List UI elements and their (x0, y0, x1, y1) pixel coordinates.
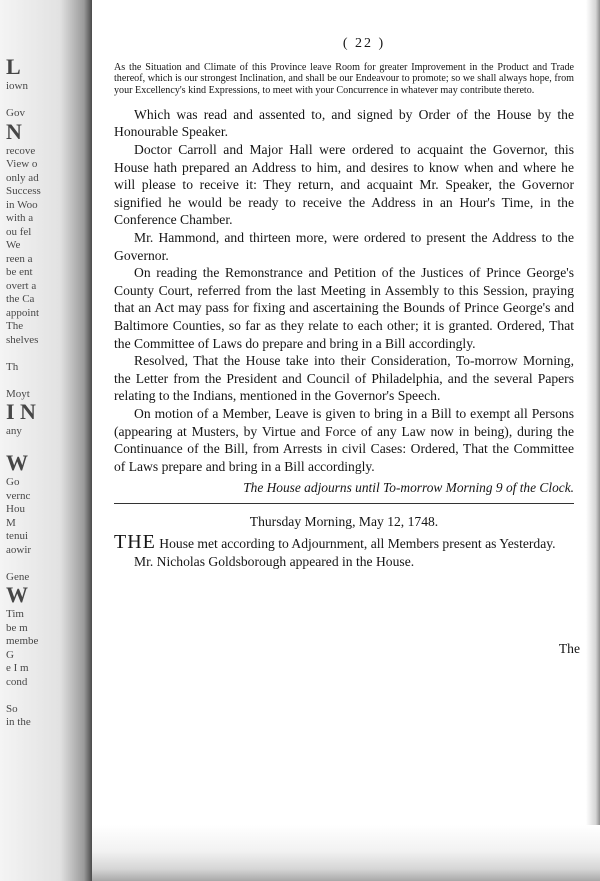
bleed-line: N (6, 120, 22, 143)
bleed-line: Gov (6, 107, 25, 119)
bleed-line: be m (6, 621, 28, 634)
bleed-line: L (6, 56, 21, 78)
bleed-line: appoint (6, 306, 39, 319)
bleed-line: Go (6, 476, 20, 488)
bleed-line: W (6, 584, 28, 606)
catchword: The (558, 641, 580, 656)
bleed-line: G (6, 648, 14, 661)
house-met-first-word: THE (114, 530, 156, 553)
paragraph-carroll-hall: Doctor Carroll and Major Hall were ordered to acquaint the Governor, this House hath prepared an Address to him, and desires to know when and where he will please to receive it: They return, and acquaint Mr. Speaker, the Governor signified he would be ready to receive the Address in an Hour's Time, in the Conference Chamber. (114, 142, 574, 228)
bleed-line: So (6, 702, 18, 715)
bleed-line: vernc (6, 489, 31, 502)
house-met-text: House met according to Adjournment, all Members present as Yesterday. (155, 535, 556, 551)
bleed-line: in the (6, 716, 31, 728)
bottom-page-edge (92, 825, 600, 881)
bleed-line: cond (6, 675, 28, 688)
bleed-line: M (6, 516, 16, 529)
bleed-line: overt a (6, 279, 37, 292)
bleed-line: the Ca (6, 293, 35, 305)
bleed-line: We (6, 239, 21, 251)
appearance-paragraph: Mr. Nicholas Goldsborough appeared in the House. (134, 553, 415, 569)
paragraph-assented: Which was read and assented to, and signed by Order of the House by the Honourable Speaker. (114, 106, 574, 140)
address-closing-notice: As the Situation and Climate of this Province leave Room for greater Improvement in the Product and Trade thereof, which is our strongest Inclination, and shall be our Endeavour to promote; so we shall always hope, from your Excellency's kind Expressions, to meet with your Concurrence in whatever may contribute thereto. (114, 62, 574, 96)
paragraph-remonstrance: On reading the Remonstrance and Petition of the Justices of Prince George's County Court, referred from the last Meeting in Assembly to this Session, praying that an Act may pass for fixing and ascertaining the Bounds of Prince George's and Baltimore Counties, so far as they relate to each other; it is granted. Ordered, That the Committee of Laws do prepare and bring in a Bill accordingly. (114, 265, 574, 351)
bleed-line: only ad (6, 171, 39, 184)
bleed-line: reen a (6, 252, 33, 265)
adjournment-line: The House adjourns until To-morrow Morning 9 of the Clock. (114, 479, 574, 504)
bleed-line: tenui (6, 530, 28, 542)
bleed-line: Gene (6, 570, 30, 583)
house-met-paragraph (114, 530, 574, 553)
adjacent-page-edge (0, 0, 92, 881)
bleed-line: The (6, 320, 24, 332)
bleed-line: iown (6, 80, 28, 92)
bleed-line: Success (6, 185, 41, 197)
bleed-line: e I m (6, 662, 29, 674)
bleed-line: membe (6, 635, 39, 647)
page-number: ( 22 ) (342, 36, 386, 51)
bleed-line: I N (6, 401, 36, 423)
right-page-edge (586, 0, 600, 881)
bleed-line: any (6, 425, 22, 437)
bleed-line: in Woo (6, 198, 38, 211)
bleed-line: View o (6, 158, 38, 170)
bleed-line: Th (6, 360, 19, 373)
bleed-line: aowir (6, 543, 32, 556)
bleed-line: Tim (6, 608, 24, 620)
bleed-line: Hou (6, 503, 25, 515)
bleed-line: W (6, 452, 28, 474)
bleed-line: Moyt (6, 387, 30, 400)
bleed-line: ou fel (6, 225, 32, 238)
bleed-line: with a (6, 212, 34, 224)
bleed-line: recove (6, 144, 36, 157)
paragraph-motion: On motion of a Member, Leave is given to bring in a Bill to exempt all Persons (appearing at Musters, by Virtue and Force of any Law now in being), during the Continuance of the Bill, from Arrests in civil Cases: Ordered, That the Committee of Laws prepare and bring in a Bill accordingly. (114, 405, 574, 474)
paragraph-hammond: Mr. Hammond, and thirteen more, were ordered to present the Address to the Governor. (114, 230, 574, 263)
document-page (114, 36, 574, 570)
bleed-line: shelves (6, 333, 39, 346)
session-dateline: Thursday Morning, May 12, 1748. (249, 513, 439, 529)
paragraph-resolved: Resolved, That the House take into their Consideration, To-morrow Morning, the Letter from the President and Council of Philadelphia, and the several Papers relating to the Indians, mentioned in the Governor's Speech. (114, 353, 574, 404)
bleed-line: be ent (6, 266, 33, 278)
